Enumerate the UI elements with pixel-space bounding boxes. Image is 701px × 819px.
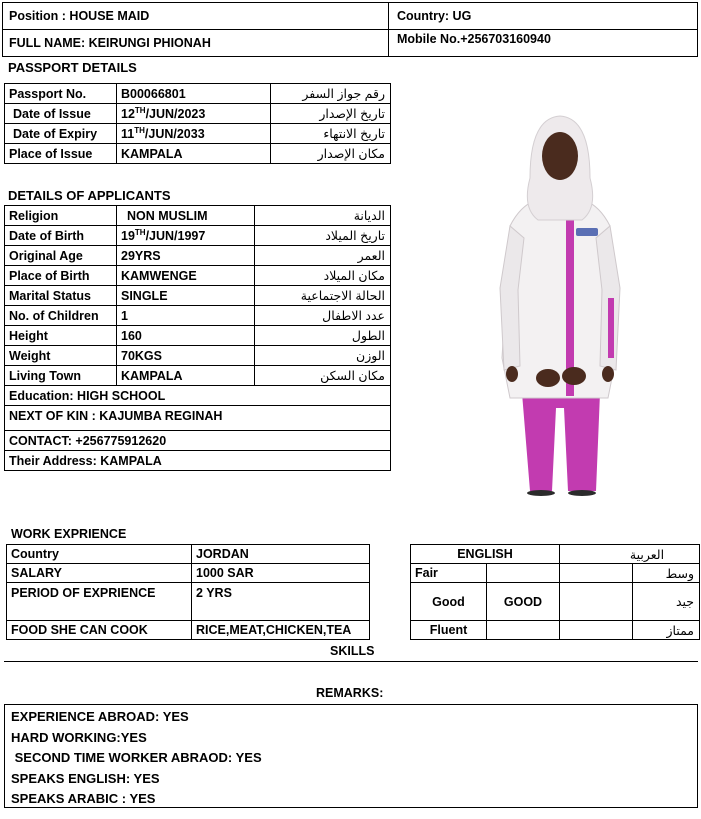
arabic-level-label: وسط xyxy=(633,564,700,583)
language-skills-table xyxy=(410,544,700,640)
row-label: Place of Issue xyxy=(5,144,117,164)
work-heading: WORK EXPRIENCE xyxy=(11,527,127,541)
applicant-table xyxy=(4,205,391,471)
applicant-figure-illustration xyxy=(490,108,630,496)
passport-table xyxy=(4,83,391,164)
row-arabic-label: مكان الميلاد xyxy=(255,266,391,286)
arabic-level-label: جيد xyxy=(633,583,700,621)
table-row xyxy=(7,583,370,621)
empty-cell xyxy=(560,621,633,640)
skill-level-label: Fair xyxy=(411,564,487,583)
remarks-box xyxy=(4,704,698,808)
row-value: 2 YRS xyxy=(192,583,370,621)
table-row xyxy=(5,286,391,306)
row-arabic-label: تاريخ الانتهاء xyxy=(271,124,391,144)
row-arabic-label: مكان الإصدار xyxy=(271,144,391,164)
english-level-value: GOOD xyxy=(487,583,560,621)
empty-cell xyxy=(560,564,633,583)
arabic-column-header: العربية xyxy=(560,545,700,564)
row-label: Marital Status xyxy=(5,286,117,306)
row-value: RICE,MEAT,CHICKEN,TEA xyxy=(192,621,370,640)
date-day: 12 xyxy=(121,107,135,122)
row-label: Living Town xyxy=(5,366,117,386)
row-arabic-label: عدد الاطفال xyxy=(255,306,391,326)
empty-cell xyxy=(560,583,633,621)
row-value: KAMPALA xyxy=(117,144,271,164)
date-suffix: TH xyxy=(134,105,146,115)
row-value: B00066801 xyxy=(117,84,271,104)
skills-heading: SKILLS xyxy=(330,644,375,658)
row-label: SALARY xyxy=(7,564,192,583)
row-arabic-label: تاريخ الميلاد xyxy=(255,226,391,246)
skill-level-label: Good xyxy=(411,583,487,621)
date-suffix: TH xyxy=(134,227,146,237)
date-rest: /JUN/2023 xyxy=(145,107,206,122)
table-row xyxy=(411,583,700,621)
remark-item: SECOND TIME WORKER ABRAOD: YES xyxy=(11,750,262,765)
row-arabic-label: مكان السكن xyxy=(255,366,391,386)
row-arabic-label: الطول xyxy=(255,326,391,346)
work-table xyxy=(6,544,370,640)
row-arabic-label: الديانة xyxy=(255,206,391,226)
english-column-header: ENGLISH xyxy=(411,545,560,564)
table-row xyxy=(5,246,391,266)
row-label: Height xyxy=(5,326,117,346)
row-value: 70KGS xyxy=(117,346,255,366)
row-label: PERIOD OF EXPRIENCE xyxy=(7,583,192,621)
table-row xyxy=(411,564,700,583)
table-row xyxy=(5,104,391,124)
row-value: 1000 SAR xyxy=(192,564,370,583)
row-label: Date of Birth xyxy=(5,226,117,246)
table-row xyxy=(5,406,391,431)
table-row xyxy=(7,564,370,583)
date-day: 11 xyxy=(121,127,135,142)
date-rest: /JUN/1997 xyxy=(145,229,206,244)
english-level-value xyxy=(487,564,560,583)
applicant-heading: DETAILS OF APPLICANTS xyxy=(8,188,171,203)
table-row xyxy=(5,306,391,326)
next-of-kin-field: NEXT OF KIN : KAJUMBA REGINAH xyxy=(5,406,391,431)
table-row xyxy=(5,346,391,366)
table-row xyxy=(5,266,391,286)
row-value: KAMPALA xyxy=(117,366,255,386)
table-row xyxy=(411,545,700,564)
remark-item: HARD WORKING:YES xyxy=(11,729,147,745)
row-label: Weight xyxy=(5,346,117,366)
remark-item: SPEAKS ENGLISH: YES xyxy=(11,770,160,786)
address-field: Their Address: KAMPALA xyxy=(5,451,391,471)
row-label: Date of Expiry xyxy=(5,124,117,144)
row-arabic-label: تاريخ الإصدار xyxy=(271,104,391,124)
row-label: FOOD SHE CAN COOK xyxy=(7,621,192,640)
row-value: SINGLE xyxy=(117,286,255,306)
row-value: 160 xyxy=(117,326,255,346)
english-level-value xyxy=(487,621,560,640)
table-row xyxy=(5,366,391,386)
row-value: 1 xyxy=(117,306,255,326)
table-row xyxy=(5,431,391,451)
table-row xyxy=(5,144,391,164)
contact-field: CONTACT: +256775912620 xyxy=(5,431,391,451)
row-value xyxy=(117,104,271,124)
applicant-photo xyxy=(490,108,630,496)
remarks-heading: REMARKS: xyxy=(316,686,384,700)
row-arabic-label: الوزن xyxy=(255,346,391,366)
row-label: Country xyxy=(7,545,192,564)
row-arabic-label: الحالة الاجتماعية xyxy=(255,286,391,306)
mobile-field: Mobile No.+256703160940 xyxy=(397,32,551,46)
row-value xyxy=(117,226,255,246)
row-value: JORDAN xyxy=(192,545,370,564)
row-value: NON MUSLIM xyxy=(117,206,255,226)
row-value: 29YRS xyxy=(117,246,255,266)
row-arabic-label: رقم جواز السفر xyxy=(271,84,391,104)
position-field: Position : HOUSE MAID xyxy=(9,9,150,23)
table-row xyxy=(5,84,391,104)
row-arabic-label: العمر xyxy=(255,246,391,266)
table-row xyxy=(5,206,391,226)
country-field: Country: UG xyxy=(397,9,472,23)
header-divider-horizontal xyxy=(3,29,697,30)
table-row xyxy=(5,386,391,406)
row-label: Passport No. xyxy=(5,84,117,104)
arabic-level-label: ممتاز xyxy=(633,621,700,640)
date-day: 19 xyxy=(121,229,135,244)
row-label: Original Age xyxy=(5,246,117,266)
row-label: No. of Children xyxy=(5,306,117,326)
table-row xyxy=(5,124,391,144)
skills-divider xyxy=(4,661,698,662)
row-value: KAMWENGE xyxy=(117,266,255,286)
date-suffix: TH xyxy=(134,125,145,135)
table-row xyxy=(411,621,700,640)
table-row xyxy=(5,451,391,471)
date-rest: /JUN/2033 xyxy=(144,127,205,142)
row-value xyxy=(117,124,271,144)
table-row xyxy=(7,621,370,640)
row-label: Date of Issue xyxy=(5,104,117,124)
education-field: Education: HIGH SCHOOL xyxy=(5,386,391,406)
full-name-field: FULL NAME: KEIRUNGI PHIONAH xyxy=(9,36,211,50)
remark-item: SPEAKS ARABIC : YES xyxy=(11,791,156,806)
skill-level-label: Fluent xyxy=(411,621,487,640)
header-box xyxy=(2,2,698,57)
row-label: Religion xyxy=(5,206,117,226)
table-row xyxy=(5,226,391,246)
table-row xyxy=(5,326,391,346)
row-label: Place of Birth xyxy=(5,266,117,286)
table-row xyxy=(7,545,370,564)
passport-heading: PASSPORT DETAILS xyxy=(8,60,137,75)
remark-item: EXPERIENCE ABROAD: YES xyxy=(11,709,189,724)
